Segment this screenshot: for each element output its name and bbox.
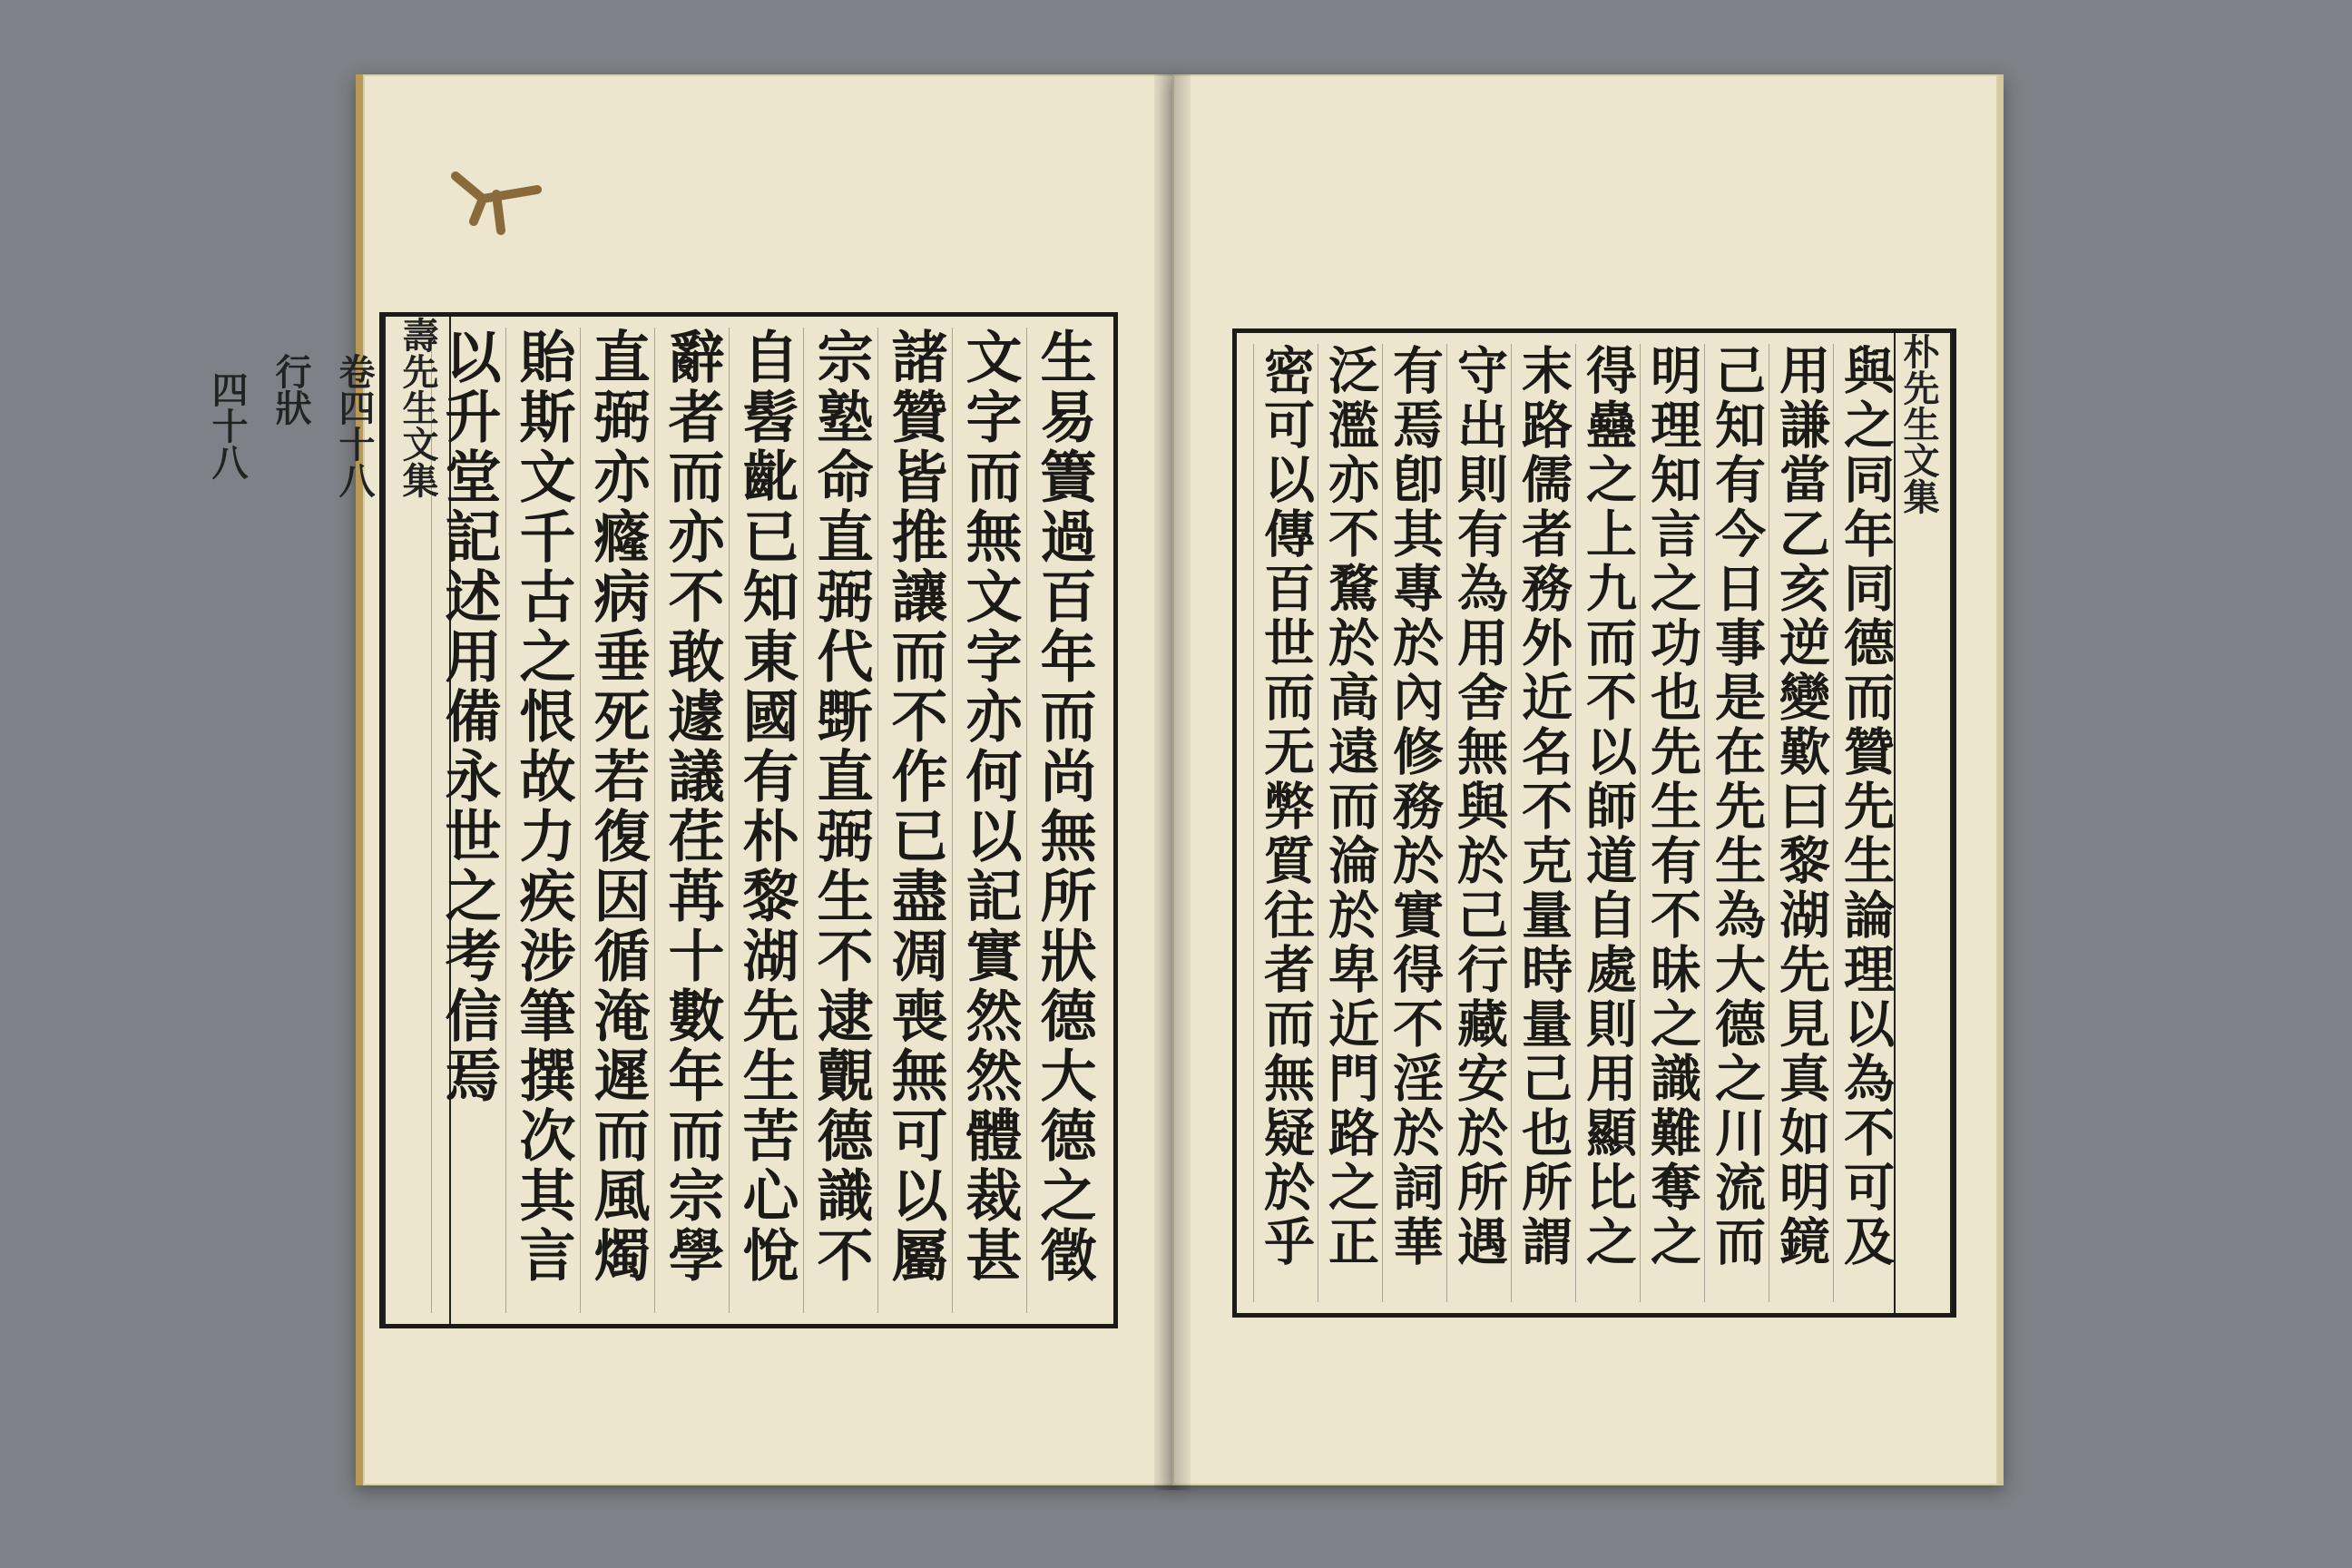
book-gutter: [1154, 74, 1191, 1490]
text-column: 生易簀過百年而尚無所狀德大德之徵: [1026, 328, 1101, 1313]
left-text-columns: [397, 328, 1101, 1313]
margin-title: 壽先生文集: [397, 317, 439, 498]
text-column: 末路儒者務外近名不克量時量己也所謂: [1511, 344, 1575, 1302]
text-column: 明理知言之功也先生有不昧之識難奪之: [1640, 344, 1704, 1302]
right-text-columns: [1250, 344, 1897, 1302]
text-column: 守出則有為用舍無與於己行藏安於所遇: [1446, 344, 1511, 1302]
text-column: 用謙當乙亥逆變歎曰黎湖先見真如明鏡: [1769, 344, 1833, 1302]
margin-title: 朴先生文集: [1897, 333, 1940, 514]
open-book: [206, 74, 1998, 1494]
text-column: 自髫齔已知東國有朴黎湖先生苦心悅: [729, 328, 803, 1313]
text-column: 文字而無文字亦何以記實然然體裁甚: [952, 328, 1026, 1313]
text-column: 得蠱之上九而不以師道自處則用顯比之: [1575, 344, 1640, 1302]
right-text-frame: [1232, 328, 1956, 1318]
left-text-frame: [206, 312, 1118, 1328]
text-column: 密可以傳百世而无弊質往者而無疑於乎: [1253, 344, 1318, 1302]
margin-page-number: 四十八: [206, 371, 249, 480]
margin-section: 行狀: [270, 353, 312, 426]
text-column: 宗塾命直弼代斲直弼生不逮覿德識不: [803, 328, 877, 1313]
left-page: [206, 74, 1180, 1485]
margin-volume: 卷四十八: [333, 353, 376, 498]
text-column: 與之同年同德而贊先生論理以為不可及: [1833, 344, 1897, 1302]
text-column: 諸贊皆推讓而不作已盡凋喪無可以屬: [877, 328, 952, 1313]
text-column: 貽斯文千古之恨故力疾涉筆撰次其言: [505, 328, 580, 1313]
page-margin-strip: [1894, 333, 1952, 1313]
right-page: [1172, 74, 2004, 1485]
text-column: 泛濫亦不騖於高遠而淪於卑近門路之正: [1318, 344, 1382, 1302]
text-column: 直弼亦癃病垂死若復因循淹遲而風燭: [580, 328, 654, 1313]
paper-stain: [446, 158, 546, 240]
text-column: 有焉卽其專於內修務於實得不淫於詞華: [1382, 344, 1446, 1302]
text-column: 辭者而亦不敢遽議荏苒十數年而宗學: [654, 328, 729, 1313]
text-column: 以升堂記述用備永世之考信焉: [431, 328, 505, 1313]
text-column: 己知有今日事是在先生為大德之川流而: [1704, 344, 1769, 1302]
